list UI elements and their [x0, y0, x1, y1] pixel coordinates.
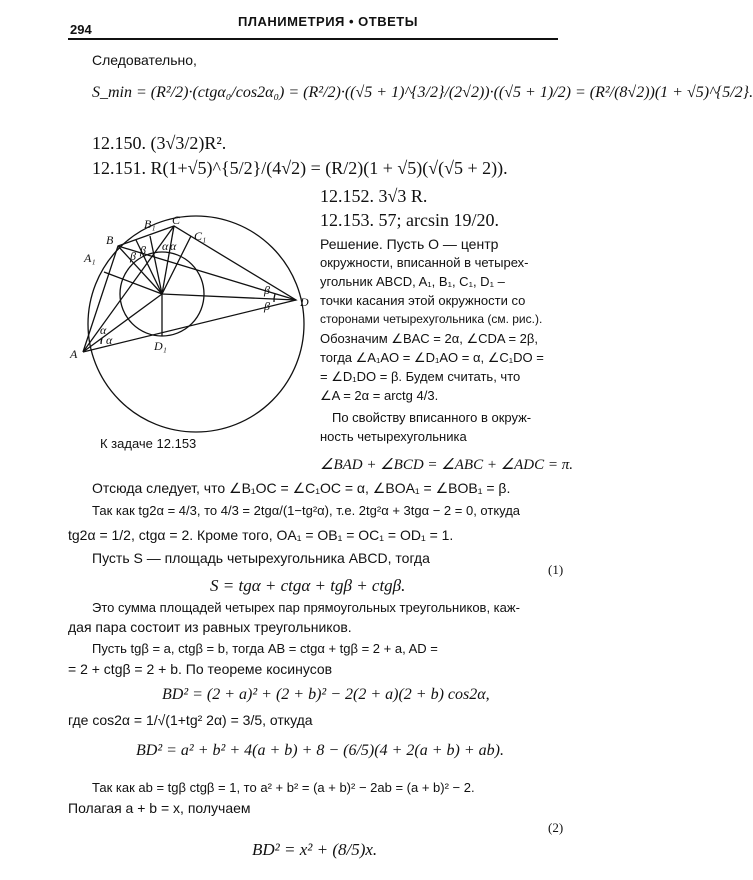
formula-bd-1: BD² = (2 + a)² + (2 + b)² − 2(2 + a)(2 + b) cos2α, [162, 686, 490, 703]
label-alpha-3: α [162, 239, 169, 253]
answer-12-151: 12.151. R(1+√5)^{5/2}/(4√2) = (R/2)(1 + √5)(√(√5 + 2)). [92, 158, 508, 178]
label-a1: A₁ [84, 251, 96, 265]
text-line-21: tg2α = 1/2, ctgα = 2. Кроме того, OA₁ = OB₁ = OC₁ = OD₁ = 1. [68, 527, 454, 543]
text-line-31: Так как ab = tgβ ctgβ = 1, то a² + b² = (a + b)² − 2ab = (a + b)² − 2. [92, 780, 475, 795]
answer-12-150: 12.150. (3√3/2)R². [92, 133, 227, 153]
text-line-9: угольник ABCD, A₁, B₁, C₁, D₁ – [320, 274, 505, 289]
text-line-13: тогда ∠A₁AO = ∠D₁AO = α, ∠C₁DO = [320, 350, 544, 365]
label-beta-3: β [264, 283, 270, 297]
label-alpha-2: α [106, 333, 113, 347]
label-b: B [106, 233, 114, 247]
formula-bd-3: BD² = x² + (8/5)x. [252, 840, 378, 859]
figure-caption: К задаче 12.153 [100, 436, 197, 451]
label-alpha-4: α [170, 239, 177, 253]
label-beta-2: β [140, 243, 146, 257]
text-line-18: ∠BAD + ∠BCD = ∠ABC + ∠ADC = π. [320, 457, 574, 473]
answer-12-153: 12.153. 57; arcsin 19/20. [320, 210, 499, 230]
label-alpha-1: α [100, 323, 107, 337]
text-line-24: Это сумма площадей четырех пар прямоугольных треугольников, каж- [92, 600, 520, 615]
formula-bd-2: BD² = a² + b² + 4(a + b) + 8 − (6/5)(4 + 2(a + b) + ab). [136, 742, 504, 759]
header-rule [68, 38, 558, 40]
text-line-15: ∠A = 2α = arctg 4/3. [320, 388, 439, 403]
label-beta-4: β [264, 299, 270, 313]
text-line-17: ность четырехугольника [320, 429, 467, 444]
label-c1: C₁ [194, 229, 207, 243]
text-line-8: окружности, вписанной в четырех- [320, 255, 529, 270]
label-c: C [172, 213, 181, 227]
text-line-29: где cos2α = 1/√(1+tg² 2α) = 3/5, откуда [68, 712, 313, 728]
text-line-19: Отсюда следует, что ∠B₁OC = ∠C₁OC = α, ∠BOA₁ = ∠BOB₁ = β. [92, 480, 511, 496]
label-a: A [70, 347, 78, 361]
label-d1: D₁ [154, 339, 167, 353]
label-beta-1: β [130, 249, 136, 263]
text-line-20: Так как tg2α = 4/3, то 4/3 = 2tgα/(1−tg²α), т.е. 2tg²α + 3tgα − 2 = 0, откуда [92, 503, 521, 518]
text-line-14: = ∠D₁DO = β. Будем считать, что [320, 369, 521, 384]
text-line-11: сторонами четырехугольника (см. рис.). [320, 312, 543, 326]
text-line-7: Решение. Пусть O — центр [320, 236, 499, 252]
formula-1: S = tgα + ctgα + tgβ + ctgβ. [210, 576, 406, 595]
answer-12-152: 12.152. 3√3 R. [320, 186, 428, 206]
page-number: 294 [70, 22, 92, 37]
text-line-16: По свойству вписанного в окруж- [332, 410, 532, 425]
running-title: ПЛАНИМЕТРИЯ • ОТВЕТЫ [238, 14, 418, 29]
geometry-figure [66, 214, 316, 426]
equation-number-2: (2) [548, 820, 564, 835]
formula-smin: S_min = (R²/2)·(ctgα₀/cos2α₀) = (R²/2)·((√5 + 1)^{3/2}/(2√2))·((√5 + 1)/2) = (R²/(8√2))(1 + √5)^{5/2}. [92, 84, 753, 101]
text-line-1: Следовательно, [92, 52, 197, 68]
text-line-25: дая пара состоит из равных треугольников. [68, 619, 352, 635]
text-line-10: точки касания этой окружности со [320, 293, 526, 308]
equation-number-1: (1) [548, 562, 564, 577]
text-line-27: = 2 + ctgβ = 2 + b. По теореме косинусов [68, 661, 333, 677]
label-b1: B₁ [144, 217, 156, 231]
text-line-22: Пусть S — площадь четырехугольника ABCD, тогда [92, 550, 430, 566]
text-line-26: Пусть tgβ = a, ctgβ = b, тогда AB = ctgα + tgβ = 2 + a, AD = [92, 641, 438, 656]
text-line-12: Обозначим ∠BAC = 2α, ∠CDA = 2β, [320, 331, 538, 346]
label-d: D [300, 295, 309, 309]
text-line-32: Полагая a + b = x, получаем [68, 800, 251, 816]
